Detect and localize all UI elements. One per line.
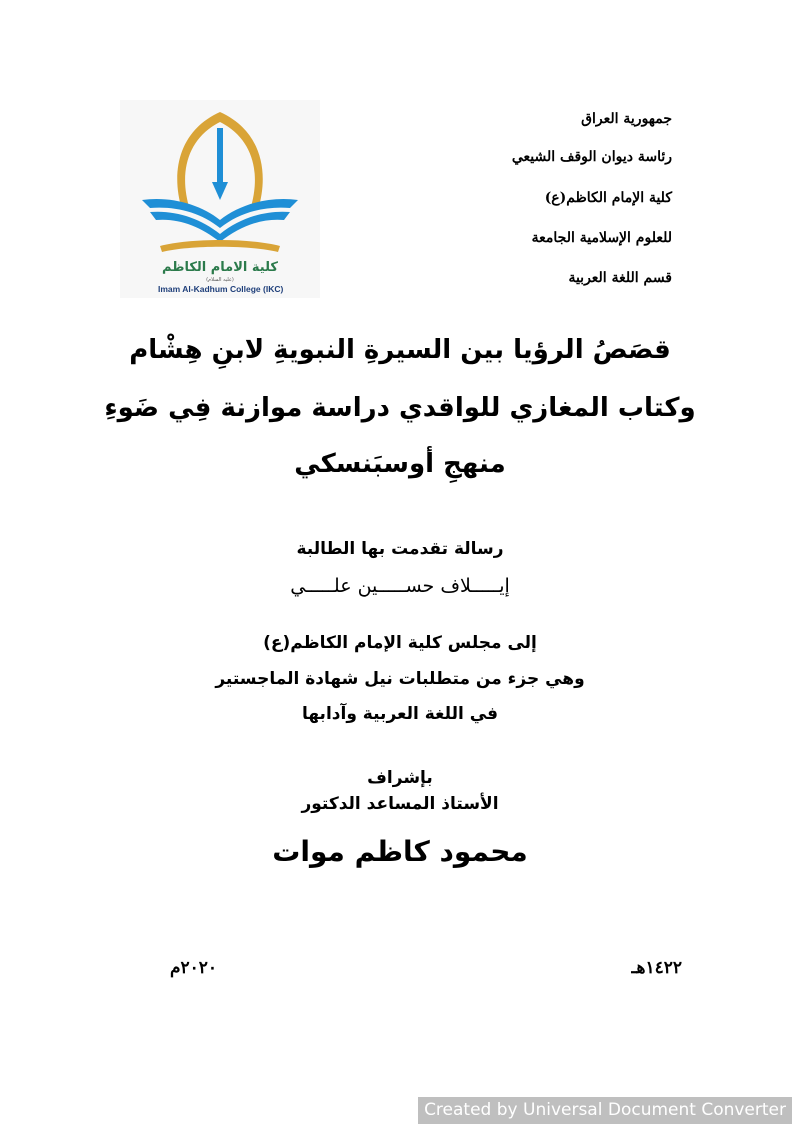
header-department: قسم اللغة العربية bbox=[568, 270, 672, 286]
logo-arabic-name: كلية الامام الكاظم bbox=[162, 260, 278, 275]
council-line-1: إلى مجلس كلية الإمام الكاظم(ع) bbox=[263, 633, 537, 653]
hijri-date: ١٤٢٢هـ bbox=[631, 958, 682, 978]
converter-watermark: Created by Universal Document Converter bbox=[418, 1097, 792, 1124]
council-line-3: في اللغة العربية وآدابها bbox=[301, 704, 499, 724]
thesis-title-line-3: منهجِ أوسبَنسكي bbox=[294, 449, 506, 479]
header-endowment: رئاسة ديوان الوقف الشيعي bbox=[511, 149, 672, 165]
supervision-label: بإشراف bbox=[367, 768, 433, 788]
submission-line: رسالة تقدمت بها الطالبة bbox=[296, 539, 504, 559]
gregorian-date: ٢٠٢٠م bbox=[170, 958, 218, 978]
supervisor-name: محمود كاظم موات bbox=[272, 835, 528, 868]
college-logo bbox=[120, 100, 320, 298]
logo-arabic-subtitle: (عليه السلام) bbox=[206, 277, 234, 283]
logo-english-name: Imam Al-Kadhum College (IKC) bbox=[158, 284, 284, 294]
thesis-title-line-1: قصَصُ الرؤيا بين السيرةِ النبويةِ لابنِ هِشْام bbox=[129, 335, 671, 365]
thesis-title-line-2: وكتاب المغازي للواقدي دراسة موازنة فِي ضَوءِ bbox=[104, 393, 696, 423]
header-college: كلية الإمام الكاظم(ع) bbox=[544, 190, 672, 206]
header-country: جمهورية العراق bbox=[581, 111, 672, 127]
council-line-2: وهي جزء من متطلبات نيل شهادة الماجستير bbox=[215, 669, 585, 689]
student-name: إيـــــلاف حســـــين علـــــي bbox=[290, 575, 510, 597]
supervisor-rank: الأستاذ المساعد الدكتور bbox=[301, 794, 499, 814]
header-university: للعلوم الإسلامية الجامعة bbox=[531, 230, 672, 246]
